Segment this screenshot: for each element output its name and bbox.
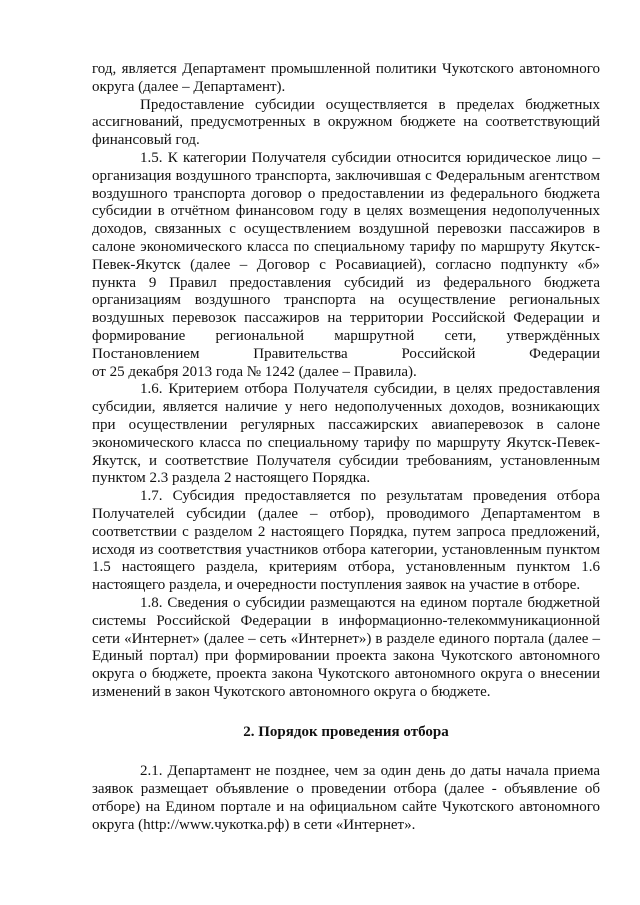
paragraph-1-7: 1.7. Субсидия предоставляется по результатам проведения отбора Получателей субсидии (далее – отбор), проводимого Департаментом в соответствии с разделом 2 настоящего Порядка, путем запроса предложений, исходя из соответствия участников отбора категории, установленным пунктом 1.5 настоящего раздела, критериям отбора, установленным пунктом 1.6 настоящего раздела, и очередности поступления заявок на участие в отборе. bbox=[92, 488, 600, 594]
paragraph-2-1: 2.1. Департамент не позднее, чем за один день до даты начала приема заявок размещает объявление о проведении отбора (далее - объявление об отборе) на Едином портале и на официальном сайте Чукотского автономного округа (http://www.чукотка.рф) в сети «Интернет». bbox=[92, 763, 600, 833]
paragraph-1-5: 1.5. К категории Получателя субсидии относится юридическое лицо – организация воздушного транспорта, заключившая с Федеральным агентством воздушного транспорта договор о предоставлении из федерального бюджета субсидии в отчётном финансовом году в целях возмещения недополученных доходов, связанных с осуществлением воздушной перевозки пассажиров в салоне экономического класса по специальному тарифу по маршруту Якутск-Певек-Якутск (далее – Договор с Росавиацией), согласно подпункту «б» пункта 9 Правил предоставления субсидий из федерального бюджета организациям воздушного транспорта на осуществление региональных воздушных перевозок пассажиров на территории Российской Федерации и формирование региональной маршрутной сети, утверждённых Постановлением Правительства Российской Федерации bbox=[92, 149, 600, 362]
paragraph-subsidy-budget: Предоставление субсидии осуществляется в пределах бюджетных ассигнований, предусмотренных в окружном бюджете на соответствующий финансовый год. bbox=[92, 96, 600, 149]
paragraph-1-6: 1.6. Критерием отбора Получателя субсидии, в целях предоставления субсидии, является наличие у него недополученных доходов, возникающих при осуществлении регулярных пассажирских авиаперевозок в салоне экономического класса по специальному тарифу по маршруту Якутск-Певек-Якутск, и соответствие Получателя субсидии требованиям, установленным пунктом 2.3 раздела 2 настоящего Порядка. bbox=[92, 381, 600, 487]
paragraph-1-5-tail: от 25 декабря 2013 года № 1242 (далее – Правила). bbox=[92, 363, 417, 380]
paragraph-1-8: 1.8. Сведения о субсидии размещаются на едином портале бюджетной системы Российской Федерации в информационно-телекоммуникационной сети «Интернет» (далее – сеть «Интернет») в разделе единого портала (далее – Единый портал) при формировании проекта закона Чукотского автономного округа о бюджете, проекта закона Чукотского автономного округа о внесении изменений в закон Чукотского автономного округа о бюджете. bbox=[92, 594, 600, 700]
spacer bbox=[92, 702, 600, 724]
section-heading: 2. Порядок проведения отбора bbox=[243, 723, 449, 740]
spacer bbox=[92, 741, 600, 763]
paragraph-continuation: год, является Департамент промышленной политики Чукотского автономного округа (далее – Департамент). bbox=[92, 61, 600, 95]
